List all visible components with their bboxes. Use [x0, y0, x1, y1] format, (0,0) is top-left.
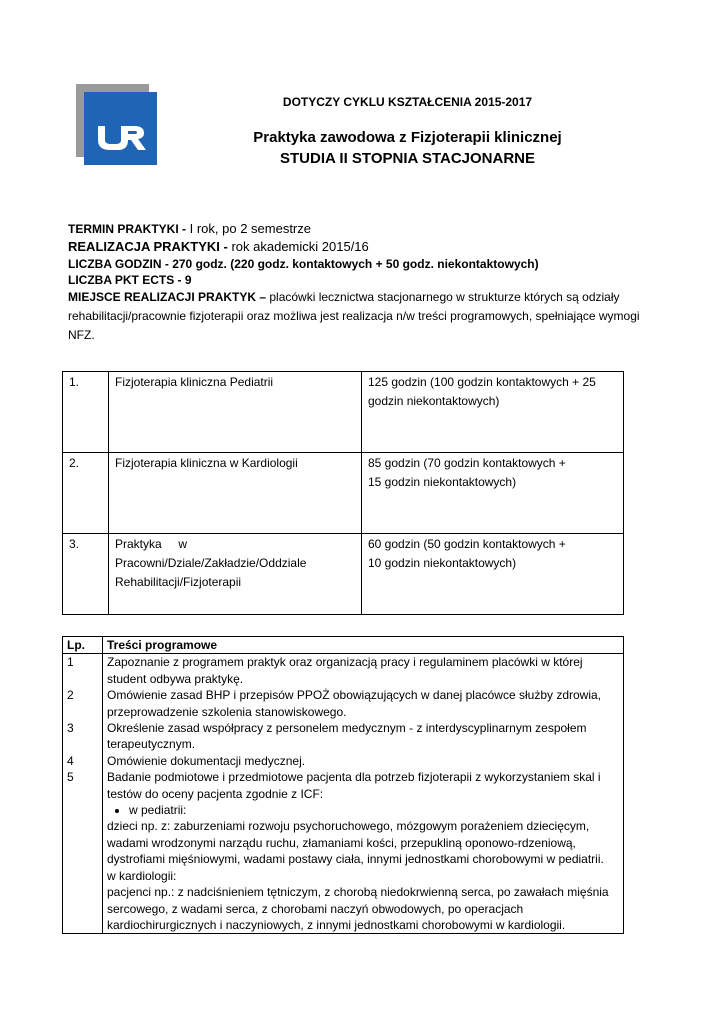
- list-item: Omówienie dokumentacji medycznej.: [107, 753, 306, 768]
- name-line-3: Rehabilitacji/Fizjoterapii: [115, 575, 242, 589]
- table-row: [63, 534, 624, 615]
- realizacja-line: [68, 238, 658, 256]
- column-header-content: Treści programowe: [103, 637, 624, 654]
- cardiology-label: w kardiologii:: [107, 868, 177, 883]
- cardiology-text: pacjenci np.: z nadciśnieniem tętniczym, z chorobą niedokrwienną serca, po zawałach mięśnia sercowego, z wadami serca, z chorobami naczyń obwodowych, po operacjach kardiochirurgicznych i naczyniowych, z innymi jednostkami chorobowymi w kardiologii.: [107, 885, 609, 932]
- practice-hours: [362, 372, 624, 453]
- miejsce-value: placówki lecznictwa stacjonarnego w strukturze których są odziały rehabilitacji/pracownie fizjoterapii oraz możliwa jest realizacja n/w treści programowych, spełniające wymogi NFZ.: [68, 290, 640, 342]
- list-item: Badanie podmiotowe i przedmiotowe pacjenta dla potrzeb fizjoterapii z wykorzystaniem skal i testów do oceny pacjenta zgodnie z ICF:: [107, 770, 601, 801]
- ects-text: LICZBA PKT ECTS - 9: [68, 273, 192, 287]
- hours-line-2: godzin niekontaktowych): [368, 394, 500, 408]
- pediatrics-text: dzieci np. z: zaburzeniami rozwoju psychoruchowego, mózgowym porażeniem dziecięcym, wadami wrodzonymi narządu ruchu, złamaniami kości, przepukliną oponowo-rdzeniową, dystrofiami mięśniowymi, wadami postawy ciała, innymi jednostkami chorobowymi w pediatrii.: [107, 819, 604, 867]
- item-number: 1: [67, 655, 74, 670]
- practice-number: 3.: [63, 534, 109, 615]
- practice-name: Fizjoterapia kliniczna Pediatrii: [109, 372, 362, 453]
- termin-value: I rok, po 2 semestrze: [186, 221, 311, 236]
- practice-number: 2.: [63, 453, 109, 534]
- list-item: Zapoznanie z programem praktyk oraz organizacją pracy i regulaminem placówki w której student odbywa praktykę.: [107, 655, 583, 686]
- hours-text: LICZBA GODZIN - 270 godz. (220 godz. kontaktowych + 50 godz. niekontaktowych): [68, 257, 539, 271]
- table-row: [63, 453, 624, 534]
- page-subtitle: STUDIA II STOPNIA STACJONARNE: [279, 150, 536, 167]
- termin-line: [68, 220, 658, 238]
- column-header-lp: Lp.: [63, 637, 103, 654]
- practice-number: 1.: [63, 372, 109, 453]
- bullet-list: [107, 802, 619, 818]
- realizacja-value: rok akademicki 2015/16: [227, 239, 369, 254]
- hours-line: [68, 256, 658, 273]
- practice-hours: [362, 453, 624, 534]
- ects-line: [68, 272, 658, 289]
- realizacja-label: REALIZACJA PRAKTYKI -: [68, 239, 228, 254]
- item-number: 2: [67, 688, 74, 703]
- name-line-2: Pracowni/Dziale/Zakładzie/Oddziale: [115, 556, 307, 570]
- practice-hours: [362, 534, 624, 615]
- hours-line-2: 10 godzin niekontaktowych): [368, 556, 517, 570]
- practice-name: [109, 534, 362, 615]
- bullet-pediatrics: • w pediatrii:: [129, 802, 619, 818]
- list-item: Omówienie zasad BHP i przepisów PPOŻ obowiązujących w danej placówce służby zdrowia, przeprowadzenie szkolenia stanowiskowego.: [107, 688, 602, 719]
- miejsce-label: MIEJSCE REALIZACJI PRAKTYK –: [68, 290, 267, 304]
- practices-table: [62, 371, 624, 615]
- practice-name: Fizjoterapia kliniczna w Kardiologii: [109, 453, 362, 534]
- item-number: 4: [67, 753, 74, 768]
- item-number: 3: [67, 721, 74, 735]
- hours-line-1: 60 godzin (50 godzin kontaktowych +: [368, 537, 566, 551]
- cycle-heading: DOTYCZY CYKLU KSZTAŁCENIA 2015-2017: [282, 95, 533, 109]
- termin-label: TERMIN PRAKTYKI -: [68, 222, 186, 236]
- table-header-row: [63, 637, 624, 654]
- list-item: Określenie zasad współpracy z personelem medycznym - z interdyscyplinarnym zespołem terapeutycznym.: [107, 721, 587, 752]
- program-content-table: [62, 636, 624, 934]
- miejsce-line: [68, 288, 658, 345]
- content-column: [103, 654, 624, 934]
- lp-column: [63, 654, 103, 934]
- table-row: [63, 372, 624, 453]
- page-title: Praktyka zawodowa z Fizjoterapii klinicznej: [253, 129, 562, 146]
- item-number: 5: [67, 770, 74, 785]
- name-line-1: Praktyka w: [115, 537, 188, 551]
- hours-line-1: 85 godzin (70 godzin kontaktowych +: [368, 456, 566, 470]
- table-row: [63, 654, 624, 934]
- hours-line-1: 125 godzin (100 godzin kontaktowych + 25: [368, 375, 596, 389]
- hours-line-2: 15 godzin niekontaktowych): [368, 475, 517, 489]
